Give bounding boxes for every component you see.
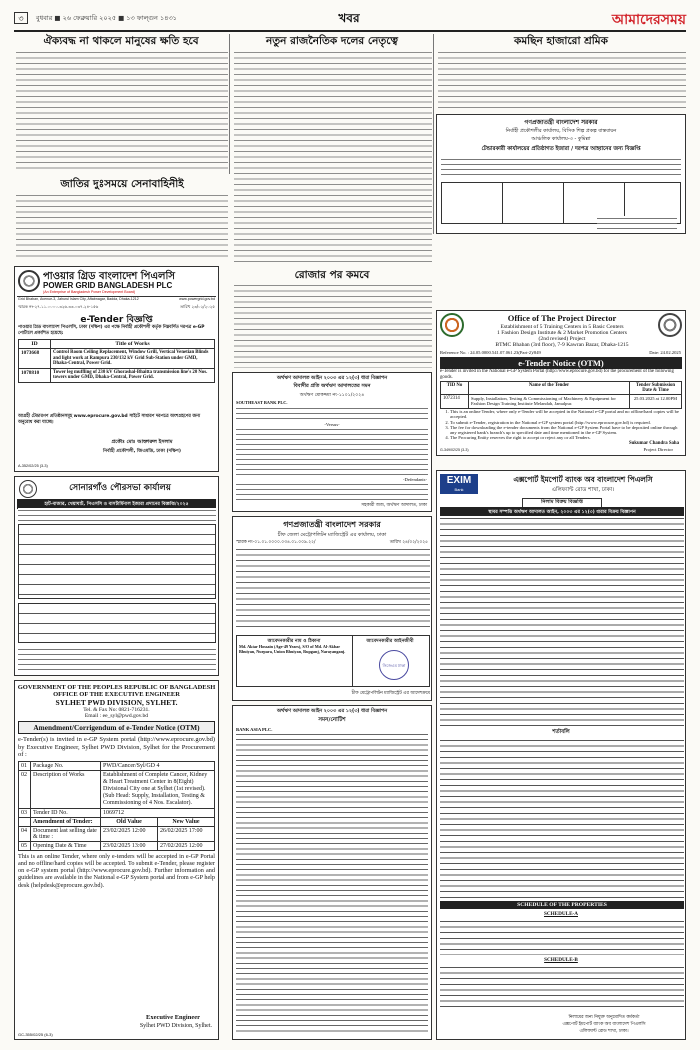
- summons-heading: অর্থঋণ আদালত আইন ২০০৩ এর ১২(৩) ধারা বিজ্ঞাপন: [276, 376, 388, 381]
- court-body: [236, 547, 430, 631]
- summons-plaintiff: SOUTHEAST BANK PLC.: [236, 400, 288, 405]
- sylhet-banner: Amendment/Corrigendum of e-Tender Notice (OTM): [18, 721, 215, 734]
- col-header-name: Name of the Tender: [469, 382, 630, 395]
- bangladesh-tender-ad: [436, 114, 686, 234]
- exim-address: এলিফ্যান্ট রোড শাখা, ঢাকা।: [551, 487, 615, 493]
- new-head: New Value: [157, 817, 214, 826]
- powergrid-name-en: POWER GRID BANGLADESH PLC: [43, 281, 173, 290]
- item-label: Tender ID No.: [31, 808, 101, 817]
- summons-versus: -Versus-: [324, 422, 340, 427]
- bankasia-title: সমন/নোটিশ: [318, 717, 346, 723]
- item-value: Establishment of Complete Cancer, Kidney & Heart Treatment Center in 8(Eight) Divisional City one at Sylhet (1st revised).(Sub Head: Supply, Installation, Testing & Commissioning of 4 Nos. Escalator).: [101, 770, 215, 808]
- old-value: 23/02/2025 13:00: [101, 841, 158, 850]
- sylhet-tel: Tel. & Fax No: 0821-716231.: [83, 707, 150, 713]
- item-label: Opening Date & Time: [31, 841, 101, 850]
- exim-body: [440, 516, 684, 726]
- sylhet-sig-title: Executive Engineer: [146, 1014, 200, 1021]
- item-label: Description of Works: [31, 770, 101, 808]
- powergrid-logo: [18, 270, 40, 292]
- court-heading: গণপ্রজাতন্ত্রী বাংলাদেশ সরকার: [283, 520, 381, 529]
- col2-headline-2: রোজার পর কমবে: [294, 269, 370, 281]
- item-label: Package No.: [31, 761, 101, 770]
- pd-line3: (2nd revised) Project: [538, 336, 586, 342]
- blank-cell: [19, 817, 31, 826]
- ad-body: [441, 157, 681, 179]
- page-number: ৩: [14, 12, 28, 24]
- court-memo: স্মারক নং-০১.০১.০০০০.০৩৪.০১.০০৯.২২/: [236, 540, 316, 545]
- tender-name: Supply, Installation, Testing & Commissioning of Machinery & Equipment for Fashion Design Training Institute Melandah, Jamalpur.: [469, 395, 630, 409]
- exim-sig-bank: এক্সপোর্ট ইমপোর্ট ব্যাংক অব বাংলাদেশ পিএলসি: [562, 1022, 646, 1027]
- table-row: [19, 841, 215, 850]
- col3-headline: কমছিন হাজারো শ্রমিক: [514, 35, 608, 47]
- exim-sig-note: নিলামের জন্য নিযুক্ত অনুমোদিত কর্মকর্তা: [568, 1015, 640, 1020]
- pd-line2: 1 Fashion Design Institute & 2 Market Promotion Centers: [497, 330, 627, 336]
- exim-name: এক্সপোর্ট ইমপোর্ট ব্যাংক অব বাংলাদেশ পিএলসি: [513, 475, 653, 484]
- tender-date: 25.03.2025 at 12.00PM: [630, 395, 682, 409]
- powergrid-footer: আগ্রহী টেন্ডারগণ প্রতিষ্ঠানসমূহ www.eprocure.gov.bd সাইটে সাধারণ দরপত্রে অংশগ্রহণের জন্য অনুরোধ করা যাচ্ছে।: [18, 414, 201, 425]
- court-seal: সিজেএম ঢাকা: [379, 650, 409, 680]
- old-head: Old Value: [101, 817, 158, 826]
- table-row: [19, 808, 215, 817]
- exim-schedule-a: SCHEDULE-A: [543, 911, 578, 917]
- ad-title: টেন্ডারকারী কার্যালয়ের প্রতিষ্ঠাগত ইজারা / দরপত্র আহ্বানের জন্য বিজ্ঞপ্তি: [481, 146, 641, 152]
- exim-bank-ad: [436, 470, 686, 1040]
- item-no: 04: [19, 826, 31, 841]
- list-item: 2. To submit e-Tender, registration in the National e-GP system portal (http://www.eprocure.gov.bd) is required.: [450, 420, 682, 425]
- sylhet-email[interactable]: Email : ee_syl@pwd.gov.bd: [84, 713, 149, 719]
- col2-article-body: [234, 50, 432, 265]
- powergrid-intro: পাওয়ার গ্রিড বাংলাদেশ পিএলসি, ঢাকা (দক্ষিণ) এর পক্ষে নির্বাহী প্রকৌশলী কর্তৃক নিম্নবর্ণিত দরপত্র e-GP পোর্টালে প্রকাশিত হয়েছে:: [18, 325, 205, 336]
- sylhet-line1: GOVERNMENT OF THE PEOPLES REPUBLIC OF BANGLADESH: [17, 684, 216, 691]
- powergrid-table: [18, 339, 215, 383]
- powergrid-name-bn: পাওয়ার গ্রিড বাংলাদেশ পিএলসি: [43, 271, 175, 282]
- new-value: 26/02/2025 17:00: [157, 826, 214, 841]
- powergrid-title: e-Tender বিজ্ঞপ্তি: [80, 315, 153, 325]
- col2-article-body-2: [234, 283, 432, 368]
- pd-table: [440, 381, 682, 409]
- col1-article-body: [16, 50, 228, 170]
- powergrid-address: Grid Bhaban, Avenue-3, Jahurul Islam City, Aftabnagar, Badda, Dhaka-1212: [18, 297, 139, 301]
- ad-reference: G-349/02/25 (3-3): [440, 448, 469, 452]
- sonargaon-table-2: [18, 603, 216, 643]
- exim-subtitle: স্থাবর সম্পত্তি অর্থঋণ আদালত আইন, ২০০৩ এর ১২(৩) ধারার বিক্রয় বিজ্ঞাপন: [440, 507, 684, 517]
- col-header-id: ID: [19, 340, 51, 349]
- date-line: বুধবার ■ ২৬ ফেব্রুয়ারি ২০২৫ ■ ১৩ ফাল্গুন ১৪৩১: [36, 14, 177, 22]
- col3-article-body: [438, 50, 686, 110]
- ad-subheading: নির্বাহী প্রকৌশলীর কার্যালয়, বিসিক শিল্প প্রকল্প বাস্তবায়ন: [505, 128, 617, 134]
- brand-logo: আমাদেরসময়: [611, 12, 686, 28]
- col1-headline-2: জাতির দুঃসময়ে সেনাবাহিনীই: [60, 178, 184, 190]
- sonargaon-ad: [14, 476, 219, 676]
- item-value: PWD/Cancer/Syl/GD 4: [101, 761, 215, 770]
- sonargaon-title: সোনারগাঁও পৌরসভা কার্যালয়: [69, 483, 171, 493]
- southeast-bank-summons: [232, 372, 432, 512]
- col1-headline: ঐক্যবদ্ধ না থাকলে মানুষের ক্ষতি হবে: [43, 35, 199, 47]
- pd-line1: Establishment of 5 Training Centers in 5 Basic Centers: [500, 324, 624, 330]
- pd-title: Office of The Project Director: [507, 313, 617, 323]
- table-row: [19, 761, 215, 770]
- ad-signature-block: [597, 216, 677, 230]
- item-no: 05: [19, 841, 31, 850]
- powergrid-signatory: প্রকৌঃ মোঃ আক্তারুল ইসলাম: [111, 439, 173, 445]
- powergrid-ad: [14, 266, 219, 472]
- project-director-ad: [436, 310, 686, 456]
- petitioner-head: আবেদনকারীর নাম ও ঠিকানা: [267, 639, 321, 644]
- col1-article-body-2: [16, 193, 228, 261]
- tender-title: Control Room Ceiling Replacement, Window Grill, Vertical Venetian Blinds and light work at Rampura 230/132 kV Grid Sub-Station under GMD, Dhaka-Central, Power Grid.: [51, 349, 215, 369]
- new-value: 27/02/2025 12:00: [157, 841, 214, 850]
- sonargaon-intro: [18, 508, 216, 522]
- sylhet-line2: OFFICE OF THE EXECUTIVE ENGINEER: [53, 691, 180, 698]
- col-header-date: Tender Submission Date & Time: [630, 382, 682, 395]
- pd-date: Date: 24.02.2025: [649, 350, 681, 355]
- ad-reference: GC-355/02/25 (6-3): [18, 1032, 53, 1037]
- petitioner-details: Md. Aktar Hossain (Age-49 Years), S/O of Md. Al-Akbar Bhuiyan, Nurpara, Union Bhuiyan, Rupganj, Narayanganj.: [239, 644, 346, 654]
- exim-schedule-a-text: [440, 919, 684, 955]
- tender-id: 1073668: [19, 349, 51, 369]
- exim-schedule-b-text: [440, 965, 684, 1007]
- court-sub: চীফ জেলা মেট্রোপলিটন ম্যাজিস্ট্রেট এর কার্যালয়, ঢাকা: [277, 532, 387, 538]
- item-no: 02: [19, 770, 31, 808]
- list-item: 1. This is an online Tender, where only e-Tender will be accepted in the National e-GP portal and no offline/hard copies will be accepted.: [450, 409, 682, 420]
- exim-logo: [440, 474, 478, 494]
- ad-reference: A-352/02/25 (3-3): [18, 464, 48, 468]
- summons-sub: বিবাদীর প্রতি অর্থঋণ আদালতের সমন: [293, 383, 371, 389]
- lawyer-head: আবেদনকারীর আইনজীবী: [366, 639, 414, 644]
- powergrid-memo-date: তারিখ ২৩/০২/২০২৫: [180, 304, 215, 309]
- exim-conditions: [440, 738, 684, 898]
- section-label: খবর: [338, 11, 360, 25]
- col-header-title: Title of Works: [51, 340, 215, 349]
- pd-notes: [440, 409, 682, 441]
- powergrid-memo: স্মারক নং-২৭.১১.০০০০.৩২৬.৩৩.০৩৭.২৪-১৫৬: [18, 304, 99, 309]
- bankasia-heading: অর্থঋণ আদালত আইন ২০০৩ এর ১২(৩) ধারা বিজ্ঞাপন: [276, 709, 388, 714]
- amend-head: Amendment of Tender:: [31, 817, 101, 826]
- pd-signatory-title: Project Director: [643, 447, 673, 452]
- exim-sig-branch: এলিফ্যান্ট রোড শাখা, ঢাকা।: [579, 1029, 629, 1034]
- masthead-rule: [14, 30, 686, 32]
- item-label: Document last selling date & time :: [31, 826, 101, 841]
- summons-body: [236, 406, 428, 422]
- powergrid-tagline: (An Enterprise of Bangladesh Power Development Board): [43, 290, 136, 294]
- pd-logo-right: [658, 313, 682, 337]
- exim-conditions-head: শর্তাবলি: [552, 729, 570, 735]
- item-no: 01: [19, 761, 31, 770]
- summons-case-no: অর্থঋণ মোকদ্দমা নং-১১০১/২০২৪: [299, 393, 365, 398]
- sylhet-line3: SYLHET PWD DIVISION, SYLHET.: [55, 698, 178, 707]
- pd-signatory: Sukumar Chandra Saha: [628, 441, 679, 446]
- bankasia-lead: BANK ASIA PLC.: [236, 727, 273, 732]
- summons-defendant-head: -Defendants-: [403, 477, 427, 482]
- powergrid-signatory-title: নির্বাহী প্রকৌশলী, জিএমডি, ঢাকা (দক্ষিণ): [103, 449, 181, 454]
- sonargaon-logo: [19, 480, 37, 498]
- item-no: 03: [19, 808, 31, 817]
- ad-heading: গণপ্রজাতন্ত্রী বাংলাদেশ সরকার: [524, 119, 598, 126]
- sylhet-table: [18, 761, 215, 851]
- tender-id: 1078810: [19, 368, 51, 382]
- col2-headline: নতুন রাজনৈতিক দলের নেতৃত্বে: [266, 35, 398, 47]
- table-row: [19, 368, 215, 382]
- table-row: [19, 349, 215, 369]
- item-value: 1069712: [101, 808, 215, 817]
- list-item: 4. The Procuring Entity reserves the right to accept or reject any or all Tenders.: [450, 435, 682, 440]
- summons-signature: সহকারী জজ, অর্থঋণ আদালত, ঢাকা: [361, 503, 427, 508]
- summons-defendants: [236, 427, 428, 477]
- powergrid-website[interactable]: www.powergrid.gov.bd: [179, 297, 215, 301]
- pd-reference-no: Reference No. : 24.05.0000.541.07.061.23(Part-2)/849: [440, 350, 541, 355]
- col-divider: [229, 34, 230, 174]
- masthead: [14, 8, 686, 28]
- old-value: 23/02/2025 12:00: [101, 826, 158, 841]
- bank-asia-summons: [232, 705, 432, 1040]
- table-row: [19, 817, 215, 826]
- sylhet-sig-office: Sylhet PWD Division, Sylhet.: [139, 1023, 212, 1029]
- col-divider: [433, 34, 434, 234]
- list-item: 3. The fee for downloading the e-tender documents from the National e-GP System Portal have to be deposited online through any registered bank's branch's up to specified date and time mentioned in the e-GP System.: [450, 425, 682, 436]
- divider: [352, 636, 353, 686]
- exim-logo-sub: Bank: [454, 487, 464, 492]
- court-table: [236, 635, 430, 687]
- sylhet-note: This is an online Tender, where only e-tenders will be accepted in e-GP Portal and no offline/hard copies will be accepted. To submit e-Tender, please register on e-GP system portal (http://www.eprocure.gov.bd). Further information and guidelines are available in the National e-GP System portal and from e-GP help desk (helpdesk@eprocure.gov.bd).: [18, 852, 215, 889]
- exim-logo-text: EXIM: [446, 475, 472, 486]
- court-signature: চীফ মেট্রোপলিটন ম্যাজিস্ট্রেট এর আদেশক্রমে: [351, 691, 430, 696]
- pd-logo: [440, 313, 464, 337]
- exim-schedule-head: SCHEDULE OF THE PROPERTIES: [440, 901, 684, 909]
- sylhet-pwd-ad: [14, 680, 219, 1040]
- pd-banner: e-Tender Notice (OTM): [440, 357, 682, 369]
- court-notice: [232, 516, 432, 701]
- col-header-tid: TID No: [441, 382, 469, 395]
- tender-title: Tower leg muffling of 230 kV Ghorashal-Bhaitta transmission line's 20 Nos. towers under GMD, Dhaka-Central, Power Grid.: [51, 368, 215, 382]
- sonargaon-conditions: [18, 647, 216, 673]
- exim-schedule-b: SCHEDULE-B: [544, 957, 578, 963]
- sonargaon-table: [18, 524, 216, 599]
- exim-tag: নিলাম বিক্রয় বিজ্ঞপ্তি: [522, 498, 602, 508]
- court-memo-date: তারিখ ২৪/০২/২০২৫: [389, 540, 428, 545]
- pd-line4: BTMC Bhaban (3rd floor), 7-9 Kawran Bazar, Dhaka-1215: [495, 342, 629, 348]
- sonargaon-subtitle: হাট-বাজার, খেয়াঘাট, পিএসসি ও বাসটার্মিনাল ইজারা প্রদানের বিজ্ঞপ্তি/২০২৫: [17, 499, 216, 509]
- sylhet-intro: e-Tender(s) is invited in e-GP System portal (http://www.eprocure.gov.bd) by Executive Engineer, Sylhet PWD Division, Sylhet for the Procurement of :: [18, 736, 215, 759]
- bankasia-body: [236, 732, 428, 1032]
- table-row: [19, 770, 215, 808]
- tender-id: 1072314: [441, 395, 469, 409]
- pd-intro: e-Tender is invited in the National e-GP System Portal (http://www.eprocure.gov.bd) for the procurement of the following goods.: [440, 369, 674, 380]
- table-row: [441, 395, 682, 409]
- table-row: [19, 826, 215, 841]
- summons-tail: [236, 482, 428, 502]
- ad-subheading-2: আঞ্চলিক কার্যালয়-৩ - কুমিল্লা: [531, 136, 591, 142]
